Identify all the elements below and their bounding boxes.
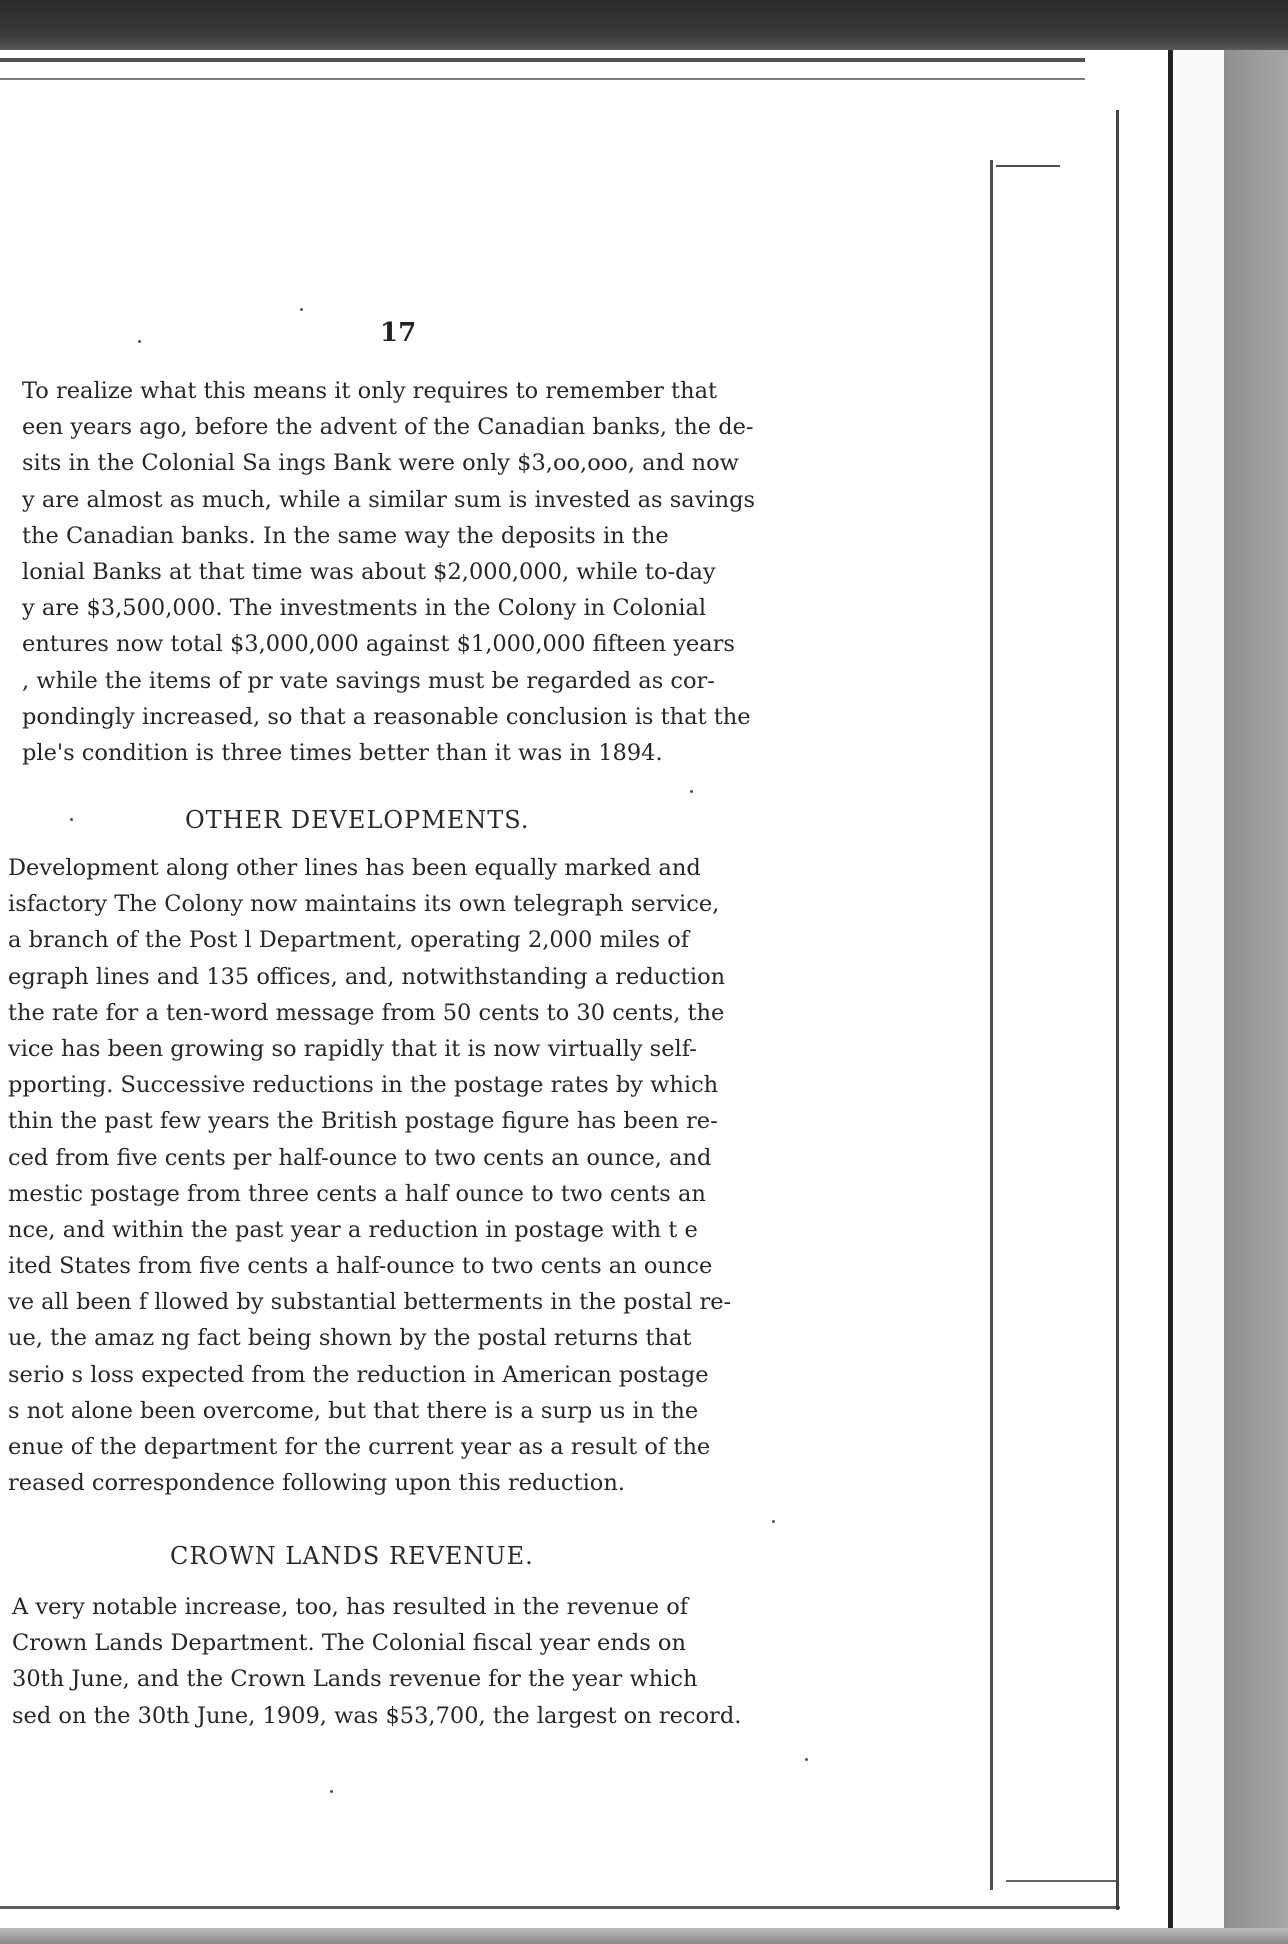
text-line: ue, the amaz ng fact being shown by the postal returns that <box>8 1325 692 1352</box>
text-line: ve all been f llowed by substantial betterments in the postal re- <box>8 1289 732 1316</box>
text-line: A very notable increase, too, has resulted in the revenue of <box>12 1594 689 1620</box>
top-rule <box>0 58 1085 62</box>
text-line: reased correspondence following upon this reduction. <box>8 1470 625 1497</box>
text-line: sed on the 30th June, 1909, was $53,700, the largest on record. <box>12 1702 742 1729</box>
scan-speck <box>330 1790 333 1793</box>
text-line: ced from five cents per half-ounce to two cents an ounce, and <box>8 1144 712 1171</box>
paragraph-savings <box>22 373 755 771</box>
text-line: sits in the Colonial Sa ings Bank were only $3,oo,ooo, and now <box>22 450 739 477</box>
text-line: , while the items of pr vate savings must be regarded as cor- <box>22 667 715 694</box>
text-line: isfactory The Colony now maintains its own telegraph service, <box>8 891 720 918</box>
scan-speck <box>70 818 73 821</box>
text-line: 30th June, and the Crown Lands revenue for the year which <box>12 1666 698 1693</box>
text-line: enue of the department for the current year as a result of the <box>8 1434 711 1460</box>
scan-speck <box>300 308 303 311</box>
text-line: vice has been growing so rapidly that it is now virtually self- <box>8 1035 697 1062</box>
text-line: y are $3,500,000. The investments in the Colony in Colonial <box>22 595 707 622</box>
text-line: entures now total $3,000,000 against $1,000,000 fifteen years <box>22 631 735 658</box>
text-line: een years ago, before the advent of the Canadian banks, the de- <box>22 414 754 441</box>
page-edge-line <box>1168 50 1173 1944</box>
text-line: y are almost as much, while a similar sum is invested as savings <box>22 486 756 513</box>
scan-speck <box>690 790 693 793</box>
text-line: a branch of the Post l Department, operating 2,000 miles of <box>8 927 690 954</box>
text-line: Development along other lines has been equally marked and <box>8 855 701 881</box>
bottom-rule <box>0 1906 1120 1909</box>
scan-top-border <box>0 0 1288 50</box>
text-line: s not alone been overcome, but that there is a surp us in the <box>8 1397 699 1424</box>
scan-speck <box>805 1758 808 1761</box>
frame-tick-top <box>996 165 1060 167</box>
frame-tick-bottom <box>1006 1880 1116 1882</box>
scan-bottom-border <box>0 1928 1288 1944</box>
page-number: 17 <box>380 318 417 348</box>
text-line: ple's condition is three times better than it was in 1894. <box>22 739 663 766</box>
text-line: the rate for a ten-word message from 50 cents to 30 cents, the <box>8 999 725 1026</box>
scan-speck <box>138 340 141 343</box>
text-line: To realize what this means it only requires to remember that <box>22 378 718 404</box>
text-line: nce, and within the past year a reduction in postage with t e <box>8 1216 698 1243</box>
heading-crown-lands-revenue: CROWN LANDS REVENUE. <box>170 1542 534 1570</box>
scan-right-border <box>1224 50 1288 1944</box>
top-rule-thin <box>0 78 1085 80</box>
text-line: ited States from five cents a half-ounce to two cents an ounce <box>8 1253 713 1280</box>
paragraph-crown-lands <box>12 1589 741 1734</box>
text-line: serio s loss expected from the reduction in American postage <box>8 1361 709 1388</box>
scan-right-margin <box>1172 50 1224 1944</box>
text-line: pondingly increased, so that a reasonable conclusion is that the <box>22 703 751 730</box>
text-line: mestic postage from three cents a half ounce to two cents an <box>8 1180 706 1207</box>
frame-line-inner <box>990 160 993 1890</box>
scan-speck <box>772 1520 775 1523</box>
text-line: pporting. Successive reductions in the postage rates by which <box>8 1072 719 1099</box>
heading-other-developments: OTHER DEVELOPMENTS. <box>185 806 530 834</box>
text-line: egraph lines and 135 offices, and, notwithstanding a reduction <box>8 963 726 990</box>
frame-line-outer <box>1116 110 1119 1910</box>
text-line: Crown Lands Department. The Colonial fiscal year ends on <box>12 1630 686 1657</box>
text-line: thin the past few years the British postage figure has been re- <box>8 1108 718 1135</box>
text-line: the Canadian banks. In the same way the deposits in the <box>22 522 669 549</box>
paragraph-developments <box>8 850 731 1501</box>
text-line: lonial Banks at that time was about $2,000,000, while to-day <box>22 558 716 585</box>
